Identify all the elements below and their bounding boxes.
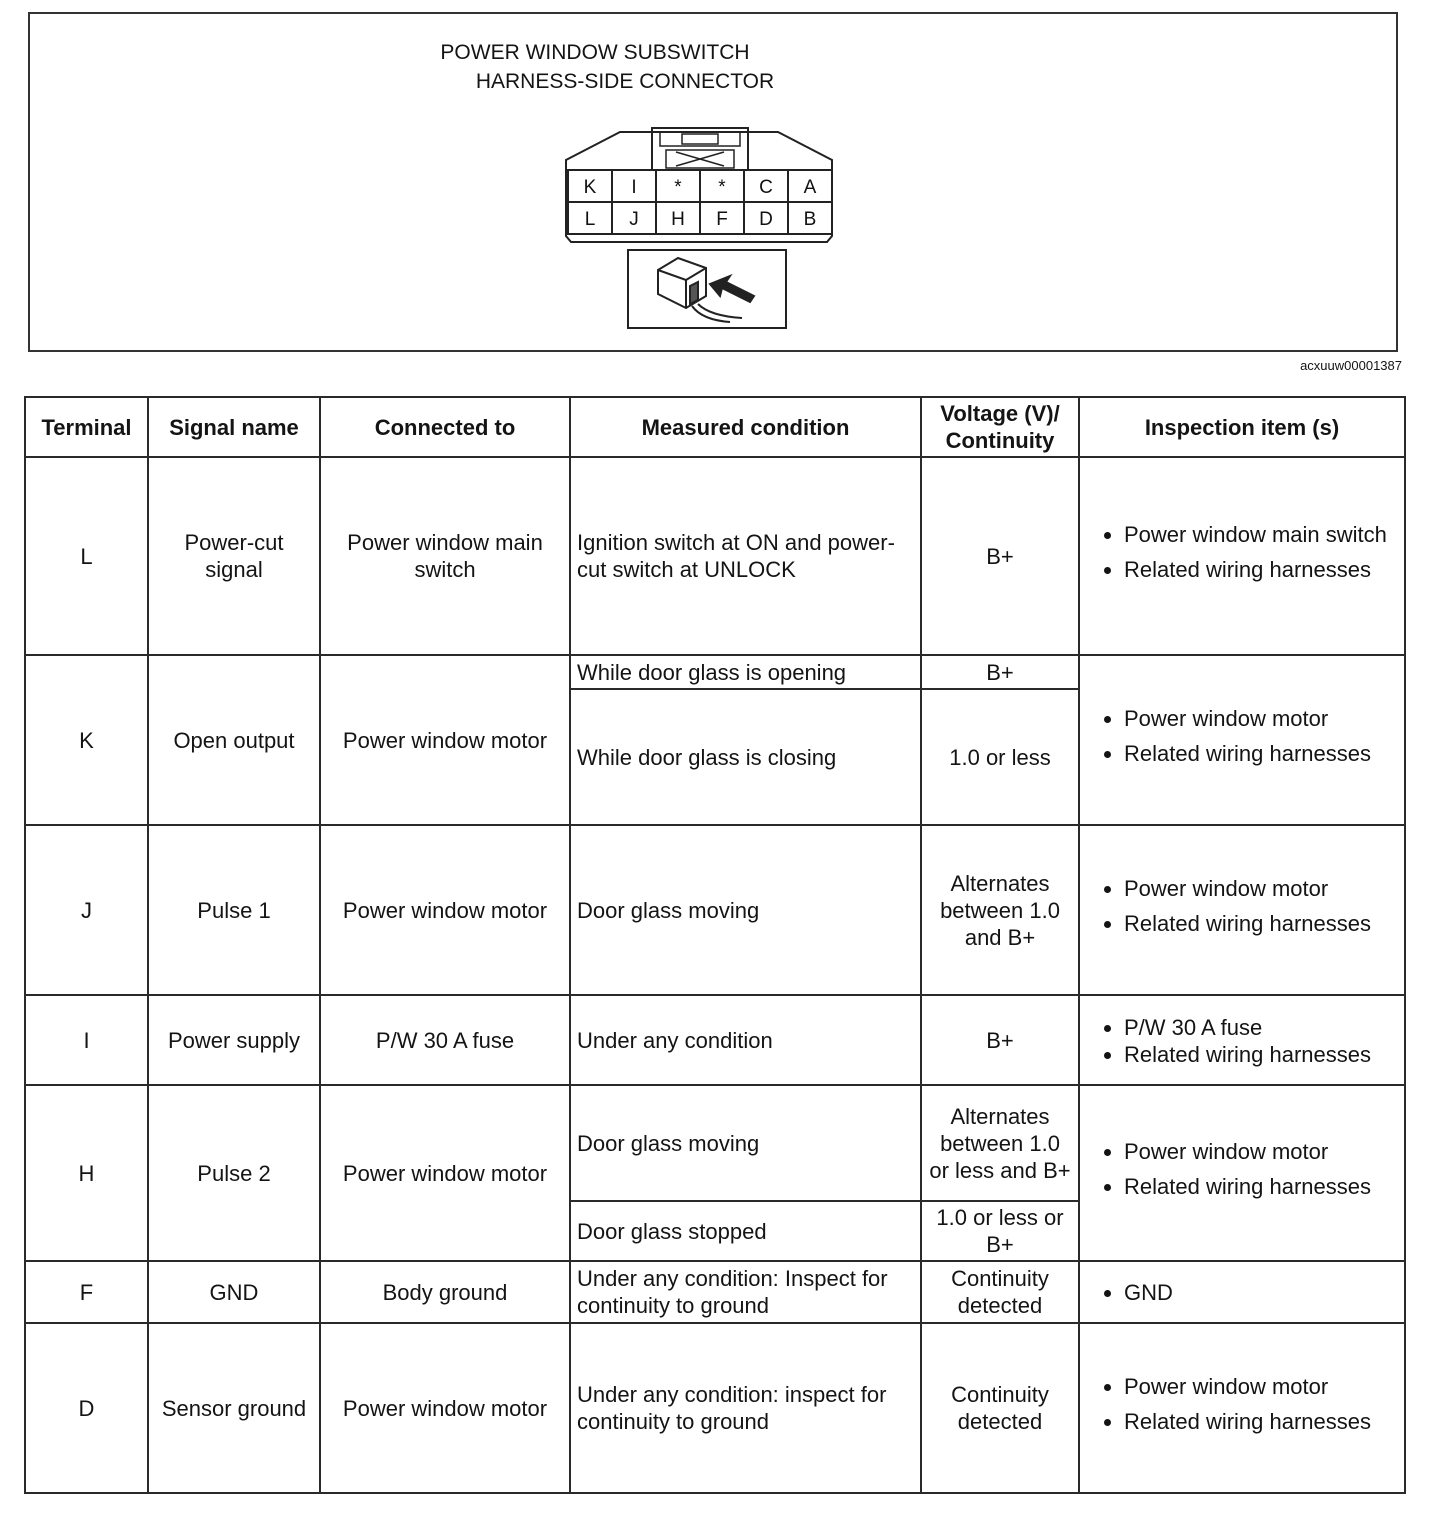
list-item: • Power window motor: [1124, 1373, 1398, 1400]
terminal-cell: K: [25, 655, 148, 825]
terminal-cell: H: [25, 1085, 148, 1261]
list-item: • Related wiring harnesses: [1124, 740, 1398, 767]
signal-cell: Power-cut signal: [148, 457, 320, 655]
pin-label: K: [583, 177, 597, 198]
table-row: [25, 995, 1405, 1085]
table-row: [25, 825, 1405, 995]
connector-diagram-panel: [28, 12, 1398, 352]
list-item: • Power window motor: [1124, 705, 1398, 732]
pin-label: B: [803, 209, 817, 230]
voltage-cell: B+: [921, 655, 1079, 689]
list-item: • GND: [1124, 1279, 1398, 1306]
voltage-cell: 1.0 or less: [921, 689, 1079, 825]
signal-cell: Pulse 1: [148, 825, 320, 995]
table-row: [25, 1261, 1405, 1323]
diagram-title-line2: HARNESS-SIDE CONNECTOR: [475, 70, 775, 93]
voltage-cell: Continuity detected: [921, 1261, 1079, 1323]
figure-id: acxuuw00001387: [1300, 358, 1402, 373]
inspection-cell: [1079, 655, 1405, 825]
diagram-title-line1: POWER WINDOW SUBSWITCH: [440, 41, 750, 64]
terminal-cell: F: [25, 1261, 148, 1323]
table-row: [25, 1323, 1405, 1493]
header-voltage: Voltage (V)/ Continuity: [921, 397, 1079, 457]
voltage-cell: Alternates between 1.0 and B+: [921, 825, 1079, 995]
terminal-cell: J: [25, 825, 148, 995]
list-item: • Related wiring harnesses: [1124, 556, 1398, 583]
connected-cell: Power window motor: [320, 1323, 570, 1493]
condition-cell: Under any condition: Inspect for continuity to ground: [570, 1261, 921, 1323]
pin-label: J: [629, 209, 639, 230]
header-inspection-items: Inspection item (s): [1079, 397, 1405, 457]
inspection-cell: [1079, 1261, 1405, 1323]
signal-cell: Pulse 2: [148, 1085, 320, 1261]
pin-label: I: [631, 177, 637, 198]
header-measured-condition: Measured condition: [570, 397, 921, 457]
voltage-cell: 1.0 or less or B+: [921, 1201, 1079, 1261]
pin-label: H: [671, 209, 685, 230]
list-item: • Related wiring harnesses: [1124, 1408, 1398, 1435]
voltage-cell: B+: [921, 995, 1079, 1085]
voltage-cell: Continuity detected: [921, 1323, 1079, 1493]
pin-label: *: [718, 177, 726, 198]
table-row: [25, 655, 1405, 689]
voltage-cell: B+: [921, 457, 1079, 655]
list-item: • Power window main switch: [1124, 521, 1398, 548]
pin-grid: [568, 170, 832, 234]
connected-cell: P/W 30 A fuse: [320, 995, 570, 1085]
connected-cell: Power window main switch: [320, 457, 570, 655]
connector-view-inset: [628, 250, 786, 328]
list-item: • P/W 30 A fuse: [1124, 1014, 1398, 1041]
table-row: [25, 457, 1405, 655]
pin-label: A: [803, 177, 817, 198]
list-item: • Power window motor: [1124, 875, 1398, 902]
voltage-cell: Alternates between 1.0 or less and B+: [921, 1085, 1079, 1201]
list-item: • Related wiring harnesses: [1124, 910, 1398, 937]
connected-cell: Power window motor: [320, 1085, 570, 1261]
pin-label: L: [584, 209, 596, 230]
signal-cell: Open output: [148, 655, 320, 825]
signal-cell: GND: [148, 1261, 320, 1323]
condition-cell: Ignition switch at ON and power-cut switch at UNLOCK: [570, 457, 921, 655]
condition-cell: Door glass stopped: [570, 1201, 921, 1261]
terminal-cell: I: [25, 995, 148, 1085]
terminal-spec-table: [24, 396, 1406, 1494]
connected-cell: Power window motor: [320, 825, 570, 995]
inspection-cell: [1079, 995, 1405, 1085]
table-row: [25, 1085, 1405, 1201]
header-signal-name: Signal name: [148, 397, 320, 457]
condition-cell: Under any condition: inspect for continuity to ground: [570, 1323, 921, 1493]
condition-cell: Door glass moving: [570, 825, 921, 995]
header-terminal: Terminal: [25, 397, 148, 457]
signal-cell: Sensor ground: [148, 1323, 320, 1493]
terminal-cell: D: [25, 1323, 148, 1493]
inspection-cell: [1079, 457, 1405, 655]
pin-label: F: [716, 209, 728, 230]
connected-cell: Power window motor: [320, 655, 570, 825]
list-item: • Related wiring harnesses: [1124, 1041, 1398, 1068]
connected-cell: Body ground: [320, 1261, 570, 1323]
inspection-cell: [1079, 1323, 1405, 1493]
signal-cell: Power supply: [148, 995, 320, 1085]
list-item: • Related wiring harnesses: [1124, 1173, 1398, 1200]
condition-cell: Door glass moving: [570, 1085, 921, 1201]
terminal-cell: L: [25, 457, 148, 655]
inspection-cell: [1079, 1085, 1405, 1261]
table-header-row: [25, 397, 1405, 457]
list-item: • Power window motor: [1124, 1138, 1398, 1165]
connector-illustration: [30, 14, 1396, 350]
condition-cell: While door glass is closing: [570, 689, 921, 825]
header-connected-to: Connected to: [320, 397, 570, 457]
pin-label: D: [759, 209, 773, 230]
inspection-cell: [1079, 825, 1405, 995]
condition-cell: Under any condition: [570, 995, 921, 1085]
pin-label: C: [759, 177, 773, 198]
condition-cell: While door glass is opening: [570, 655, 921, 689]
pin-label: *: [674, 177, 682, 198]
